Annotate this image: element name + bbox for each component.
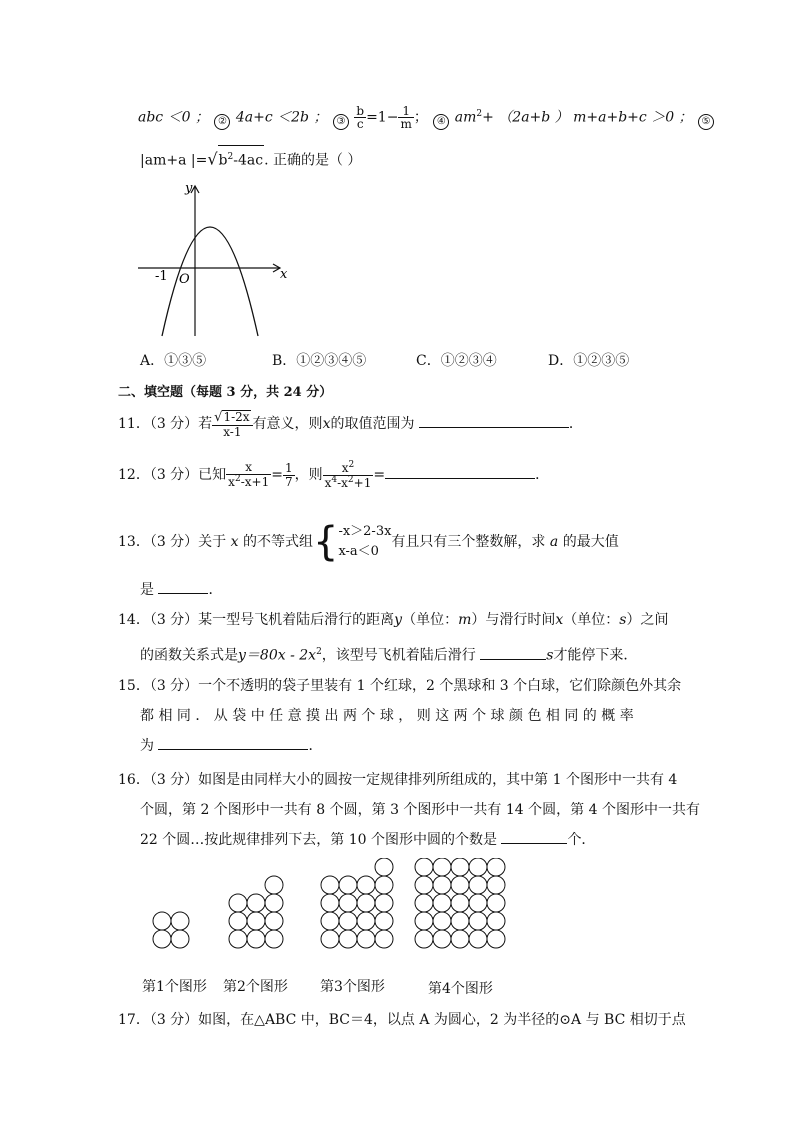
pattern-circle bbox=[433, 894, 451, 912]
question-12 bbox=[118, 460, 549, 490]
q12-then: ，则 bbox=[294, 467, 323, 483]
pattern-circle bbox=[375, 894, 393, 912]
pattern-circle bbox=[265, 930, 283, 948]
x-axis-label: x bbox=[280, 267, 288, 282]
option-a[interactable]: A．①③⑤ bbox=[140, 353, 207, 369]
q13-suffix: 有且只有三个整数解，求 bbox=[391, 534, 546, 550]
condition-2: 4a+c ＜2b ； bbox=[235, 109, 328, 126]
q14-unit2: （单位： bbox=[563, 612, 620, 628]
q15-answer-blank[interactable] bbox=[158, 737, 308, 750]
q14-line2-end: 才能停下来． bbox=[553, 647, 638, 664]
q14-unit1: （单位： bbox=[402, 612, 459, 628]
pattern-circle bbox=[229, 912, 247, 930]
q12-fraction-1-7: $\frac{1}{7}$ bbox=[284, 460, 293, 489]
section-2-title: 二、填空题（每题 3 分，共 24 分） bbox=[118, 385, 333, 400]
q11-end: ． bbox=[568, 416, 583, 433]
q13-answer-blank[interactable] bbox=[158, 581, 208, 594]
pattern-circle bbox=[415, 930, 433, 948]
pattern-circle bbox=[451, 912, 469, 930]
q13-end: ． bbox=[208, 582, 223, 598]
left-brace: { bbox=[312, 519, 339, 565]
pattern-circle bbox=[321, 930, 339, 948]
q11-suffix: 有意义，则 bbox=[252, 416, 323, 433]
pattern-circle bbox=[415, 894, 433, 912]
pattern-circle bbox=[433, 912, 451, 930]
pattern-circle bbox=[357, 912, 375, 930]
pattern-circle bbox=[321, 876, 339, 894]
pattern-circle bbox=[469, 930, 487, 948]
circled-3: ③ bbox=[333, 114, 349, 130]
pattern-circle bbox=[229, 894, 247, 912]
y-axis-label: y bbox=[185, 181, 193, 196]
pattern-circle bbox=[451, 894, 469, 912]
semicolon: ； bbox=[413, 109, 428, 126]
pattern-circle bbox=[247, 894, 265, 912]
pattern-circle bbox=[487, 930, 505, 948]
q11-fraction: $\frac{√1-2x}{x-1}$ bbox=[212, 410, 252, 438]
pattern-circle bbox=[469, 876, 487, 894]
q13-suffix2: 的最大值 bbox=[562, 534, 619, 550]
question-15-line-1: 15．（3 分）一个不透明的袋子里装有 1 个红球，2 个黑球和 3 个白球，它们除颜色外其余 bbox=[118, 678, 682, 694]
q15-end: ． bbox=[308, 738, 323, 754]
parabola-graph bbox=[130, 178, 290, 340]
condition-1: abc ＜0 ； bbox=[138, 109, 209, 126]
q14-line2-prefix: 的函数关系式是 bbox=[140, 647, 238, 664]
circled-2: ② bbox=[214, 114, 230, 130]
q14-formula-sup: 2 bbox=[316, 647, 322, 657]
q13-prefix: 13．（3 分）关于 bbox=[118, 534, 227, 550]
fraction-1-over-m: $\frac{1}{m}$ bbox=[400, 103, 412, 132]
pattern-circle bbox=[171, 930, 189, 948]
abs-expression: |am+a |= bbox=[140, 152, 208, 169]
pattern-circle bbox=[451, 930, 469, 948]
q12-end: ． bbox=[535, 467, 550, 483]
q14-unit1-end: ）与滑行时间 bbox=[471, 612, 556, 628]
question-13-line-2 bbox=[140, 579, 222, 601]
pattern-circle bbox=[469, 858, 487, 876]
pattern-circle bbox=[339, 876, 357, 894]
pattern-circle bbox=[321, 894, 339, 912]
pattern-circle bbox=[339, 912, 357, 930]
condition-3-eq: =1− bbox=[366, 109, 399, 126]
pattern-circle bbox=[451, 858, 469, 876]
caption-figure-3: 第3个图形 bbox=[320, 979, 385, 995]
pattern-circle bbox=[487, 858, 505, 876]
pattern-circle bbox=[451, 876, 469, 894]
caption-figure-2: 第2个图形 bbox=[223, 979, 288, 995]
pattern-circle bbox=[433, 858, 451, 876]
condition-4-rest: + （2a+b ） m+a+b+c ＞0 ； bbox=[482, 109, 693, 126]
circled-5: ⑤ bbox=[698, 114, 714, 130]
pattern-circle bbox=[265, 894, 283, 912]
q12-fraction-2: $\frac{x^2}{x^4-x^2+1}$ bbox=[324, 459, 372, 490]
q11-var: x bbox=[322, 416, 331, 433]
pattern-circle bbox=[469, 912, 487, 930]
pattern-circle bbox=[375, 912, 393, 930]
q12-eq: = bbox=[271, 467, 283, 483]
q14-m: m bbox=[458, 612, 472, 628]
pattern-circle bbox=[375, 930, 393, 948]
q14-answer-blank[interactable] bbox=[480, 647, 546, 660]
pattern-circle bbox=[487, 912, 505, 930]
q14-s: s bbox=[619, 612, 627, 628]
question-11 bbox=[118, 410, 583, 438]
pattern-circle bbox=[247, 912, 265, 930]
pattern-circle bbox=[375, 858, 393, 876]
q14-s2: s bbox=[546, 647, 554, 664]
q11-suffix2: 的取值范围为 bbox=[330, 416, 415, 433]
q13-mid: 的不等式组 bbox=[242, 534, 313, 550]
condition-4: am bbox=[454, 109, 477, 126]
q14-y: y bbox=[394, 612, 403, 628]
q12-eq2: = bbox=[373, 467, 386, 483]
q12-fraction-1: $\frac{x}{x^2-x+1}$ bbox=[228, 460, 270, 489]
q10-condition-line-1 bbox=[138, 103, 715, 132]
q13-var: x bbox=[230, 534, 239, 550]
pattern-circle bbox=[487, 894, 505, 912]
option-d[interactable]: D．①②③⑤ bbox=[548, 353, 630, 369]
caption-figure-4: 第4个图形 bbox=[428, 981, 493, 997]
circle-pattern-figures bbox=[145, 858, 525, 958]
question-16-line-1: 16．（3 分）如图是由同样大小的圆按一定规律排列所组成的，其中第 1 个图形中一共有 4 bbox=[118, 772, 678, 788]
pattern-circle bbox=[229, 930, 247, 948]
pattern-circle bbox=[153, 930, 171, 948]
q12-answer-blank[interactable] bbox=[385, 466, 535, 479]
question-16-line-3 bbox=[140, 829, 595, 851]
pattern-circle bbox=[153, 912, 171, 930]
question-17-line-1: 17．（3 分）如图，在△ABC 中，BC＝4，以点 A 为圆心，2 为半径的⊙A 与 BC 相切于点 bbox=[118, 1012, 686, 1028]
neg-one-label: -1 bbox=[155, 269, 168, 284]
circled-4: ④ bbox=[433, 114, 449, 130]
exponent: 2 bbox=[476, 109, 483, 119]
pattern-circle bbox=[357, 930, 375, 948]
question-15-line-3 bbox=[140, 735, 322, 757]
pattern-circle bbox=[487, 876, 505, 894]
q14-unit2-end: ）之间 bbox=[626, 612, 669, 628]
pattern-circle bbox=[247, 930, 265, 948]
q12-prefix: 12．（3 分）已知 bbox=[118, 467, 227, 483]
question-16-line-2: 个圆，第 2 个图形中一共有 8 个圆，第 3 个图形中一共有 14 个圆，第 4 个图形中一共有 bbox=[140, 802, 700, 818]
origin-label: O bbox=[179, 272, 190, 287]
question-13 bbox=[118, 520, 619, 564]
q15-line3: 为 bbox=[140, 738, 154, 754]
pattern-circle bbox=[171, 912, 189, 930]
q14-formula: y＝80x - 2x bbox=[238, 647, 317, 664]
q16-end: 个． bbox=[567, 832, 596, 848]
option-c[interactable]: C．①②③④ bbox=[416, 353, 497, 369]
caption-figure-1: 第1个图形 bbox=[142, 979, 207, 995]
option-b[interactable]: B．①②③④⑤ bbox=[272, 353, 367, 369]
pattern-circle bbox=[357, 894, 375, 912]
q13-line2: 是 bbox=[140, 582, 154, 598]
pattern-circle bbox=[265, 876, 283, 894]
question-14-line-2 bbox=[140, 641, 637, 663]
sqrt-expression: $b^2-4ac$ bbox=[218, 145, 265, 172]
q10-condition-line-2: |am+a $|=√b^2-4ac$. 正确的是（ ） bbox=[140, 145, 361, 167]
pattern-circle bbox=[357, 876, 375, 894]
inequality-system: -x＞2-3x x-a＜0 bbox=[338, 524, 392, 559]
q16-answer-blank[interactable] bbox=[501, 831, 567, 844]
q11-prefix: 11．（3 分）若 bbox=[118, 416, 213, 433]
pattern-circle bbox=[415, 876, 433, 894]
q13-var-a: a bbox=[549, 534, 559, 550]
pattern-circle bbox=[339, 894, 357, 912]
question-14-line-1 bbox=[118, 609, 668, 631]
pattern-circle bbox=[321, 912, 339, 930]
q14-line2-mid: ，该型号飞机着陆后滑行 bbox=[321, 647, 476, 664]
pattern-circle bbox=[433, 876, 451, 894]
pattern-circle bbox=[415, 858, 433, 876]
pattern-circle bbox=[375, 876, 393, 894]
fraction-b-over-c: $\frac{b}{c}$ bbox=[356, 103, 365, 132]
question-prompt: . 正确的是（ ） bbox=[264, 152, 362, 169]
q14-x: x bbox=[555, 612, 564, 628]
pattern-circle bbox=[339, 930, 357, 948]
question-15-line-2: 都 相 同 ． 从 袋 中 任 意 摸 出 两 个 球 ， 则 这 两 个 球 颜 色 相 同 的 概 率 bbox=[140, 708, 634, 724]
pattern-circle bbox=[415, 912, 433, 930]
q16-line3: 22 个圆…按此规律排列下去，第 10 个图形中圆的个数是 bbox=[140, 832, 497, 848]
pattern-circle bbox=[433, 930, 451, 948]
parabola-curve bbox=[162, 227, 258, 336]
q14-line1-prefix: 14．（3 分）某一型号飞机着陆后滑行的距离 bbox=[118, 612, 395, 628]
q11-answer-blank[interactable] bbox=[419, 415, 569, 428]
pattern-circle bbox=[469, 894, 487, 912]
pattern-circle bbox=[265, 912, 283, 930]
